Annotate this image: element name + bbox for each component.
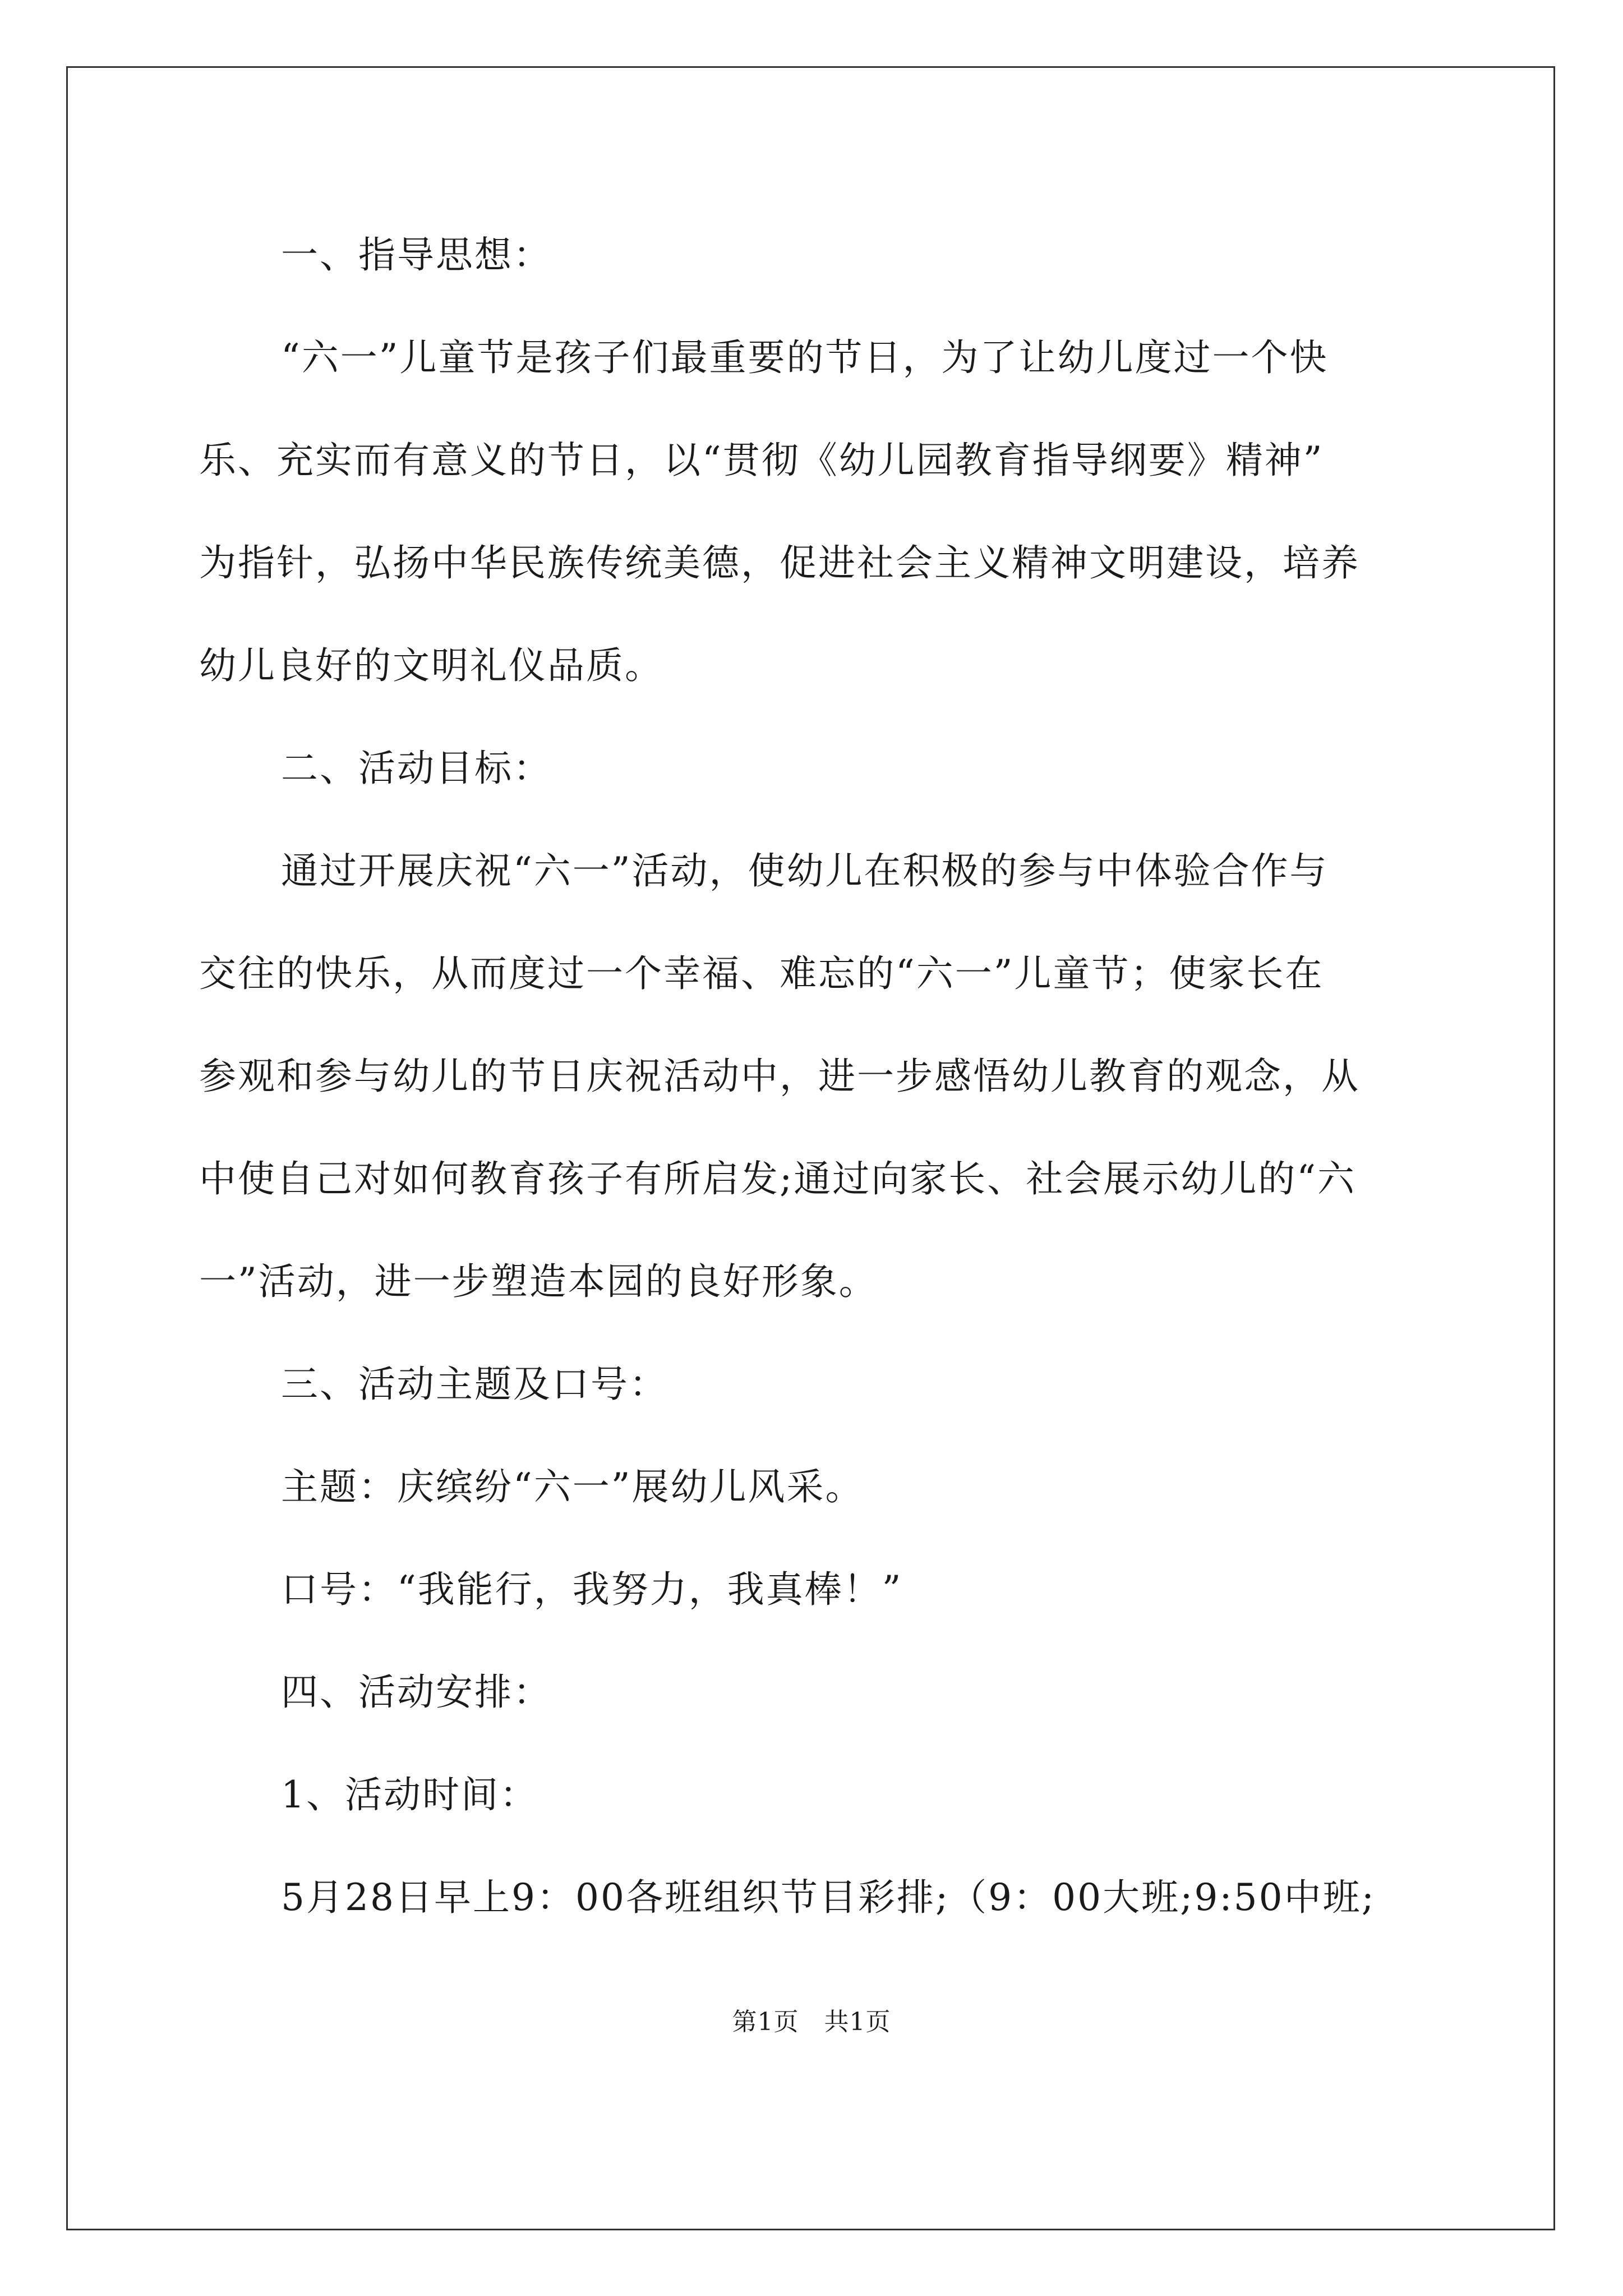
schedule-line: 5月28日早上9：00各班组织节目彩排;（9：00大班;9:50中班; — [281, 1876, 1376, 1919]
paragraph-line: 参观和参与幼儿的节日庆祝活动中，进一步感悟幼儿教育的观念，从 — [199, 1055, 1360, 1098]
paragraph-line: 乐、充实而有意义的节日，以“贯彻《幼儿园教育指导纲要》精神” — [199, 439, 1324, 482]
paragraph-line: 为指针，弘扬中华民族传统美德，促进社会主义精神文明建设，培养 — [199, 541, 1360, 585]
heading-theme-slogan: 三、活动主题及口号： — [281, 1363, 668, 1406]
heading-activity-goals: 二、活动目标： — [281, 747, 552, 790]
paragraph-line: 中使自己对如何教育孩子有所启发;通过向家长、社会展示幼儿的“六 — [199, 1157, 1356, 1200]
paragraph-line: 交往的快乐，从而度过一个幸福、难忘的“六一”儿童节；使家长在 — [199, 952, 1324, 995]
slogan-line: 口号：“我能行，我努力，我真棒！” — [281, 1568, 903, 1611]
heading-activity-arrangement: 四、活动安排： — [281, 1671, 552, 1714]
page-number-footer: 第1页 共1页 — [732, 2008, 891, 2036]
paragraph-line: 通过开展庆祝“六一”活动，使幼儿在积极的参与中体验合作与 — [281, 849, 1329, 892]
paragraph-line: “六一”儿童节是孩子们最重要的节日，为了让幼儿度过一个快 — [281, 336, 1329, 379]
paragraph-line: 幼儿良好的文明礼仪品质。 — [199, 644, 663, 687]
subheading-activity-time: 1、活动时间： — [281, 1773, 538, 1816]
paragraph-line: 一”活动，进一步塑造本园的良好形象。 — [199, 1260, 878, 1303]
theme-line: 主题：庆缤纷“六一”展幼儿风采。 — [281, 1465, 864, 1508]
heading-guiding-ideology: 一、指导思想： — [281, 233, 552, 277]
